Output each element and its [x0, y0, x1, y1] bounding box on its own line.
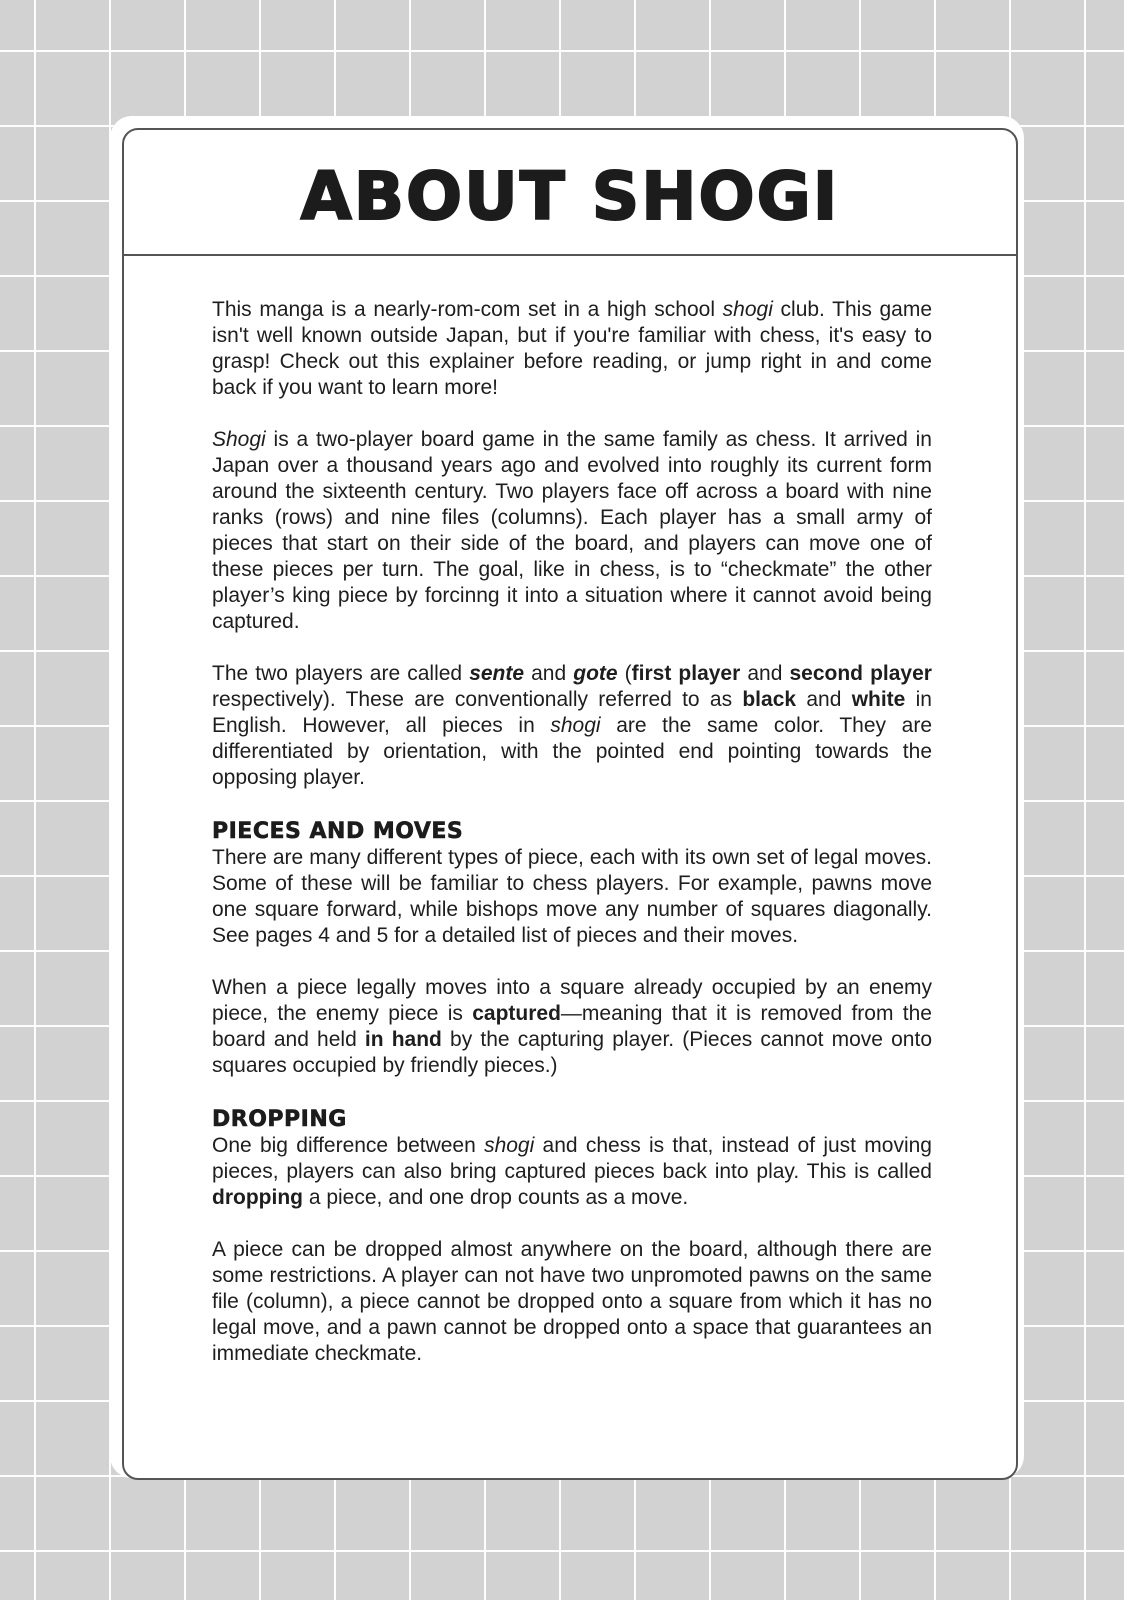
term-white: white [851, 688, 906, 711]
pieces-paragraph-2: When a piece legally moves into a square already occupied by an enemy piece, the enemy piece is captured—meaning that it is removed from the board and held in hand by the capturing player. (Pieces cannot move onto squares occupied by friendly pieces.) [212, 976, 932, 1077]
term-second-player: second player [789, 662, 932, 685]
term-first-player: first player [631, 662, 741, 685]
page-title: ABOUT SHOGI [300, 157, 840, 235]
term-shogi: shogi [550, 714, 601, 737]
term-dropping: dropping [212, 1186, 303, 1209]
term-shogi: shogi [484, 1134, 535, 1157]
pieces-paragraph-1: There are many different types of piece, each with its own set of legal moves. Some of these will be familiar to chess players. For example, pawns move one square forward, while bishops move any number of squares diagonally. See pages 4 and 5 for a detailed list of pieces and their moves. [212, 846, 932, 947]
term-shogi: Shogi [212, 428, 266, 451]
intro-paragraph-2: Shogi is a two-player board game in the same family as chess. It arrived in Japan over a thousand years ago and evolved into roughly its current form around the sixteenth century. Two players face off across a board with nine ranks (rows) and nine files (columns). Each player has a small army of pieces that start on their side of the board, and players can move one of these pieces per turn. The goal, like in chess, is to “checkmate” the other player’s king piece by forcinng it into a situation where it cannot avoid being captured. [212, 428, 932, 633]
term-shogi: shogi [722, 298, 773, 321]
section-heading-pieces: PIECES AND MOVES [212, 819, 464, 844]
section-heading-dropping: DROPPING [212, 1107, 347, 1132]
term-sente: sente [469, 662, 525, 685]
dropping-paragraph-2: A piece can be dropped almost anywhere on the board, although there are some restrictions. A player can not have two unpromoted pawns on the same file (column), a piece cannot be dropped onto a square from which it has no legal move, and a pawn cannot be dropped onto a space that guarantees an immediate checkmate. [212, 1238, 932, 1365]
intro-paragraph-3: The two players are called sente and gote (first player and second player respectively). These are conventionally referred to as black and white in English. However, all pieces in shogi are the same color. They are differentiated by orientation, with the pointed end pointing towards the opposing player. [212, 662, 932, 789]
term-gote: gote [573, 662, 618, 685]
info-card [122, 128, 1018, 1480]
dropping-paragraph-1: One big difference between shogi and chess is that, instead of just moving pieces, players can also bring captured pieces back into play. This is called dropping a piece, and one drop counts as a move. [212, 1134, 932, 1209]
term-black: black [742, 688, 797, 711]
term-captured: captured [472, 1002, 561, 1025]
term-in-hand: in hand [364, 1028, 442, 1051]
title-bar [124, 130, 1016, 256]
intro-paragraph-1: This manga is a nearly-rom-com set in a high school shogi club. This game isn't well known outside Japan, but if you're familiar with chess, it's easy to grasp! Check out this explainer before reading, or jump right in and come back if you want to learn more! [212, 298, 932, 399]
article-body [212, 297, 932, 1393]
